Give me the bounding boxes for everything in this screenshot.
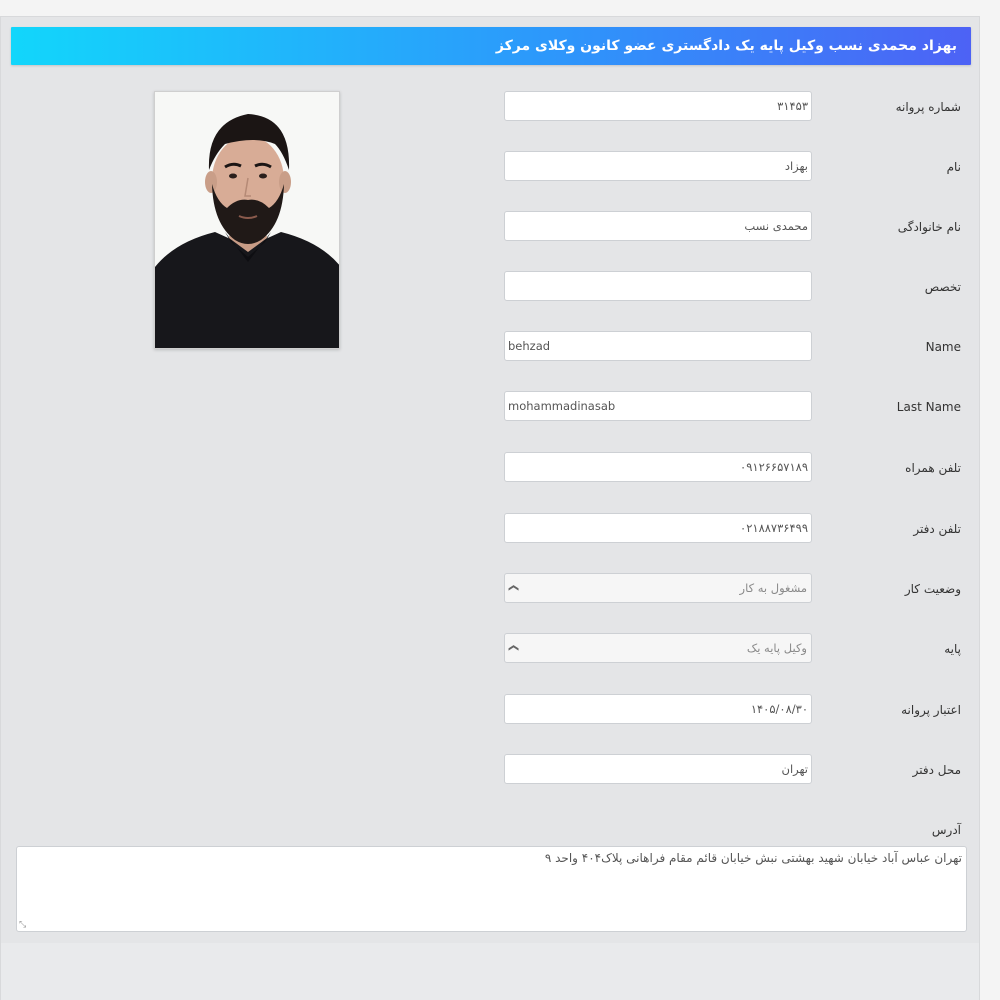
- name-en-label: Name: [925, 340, 961, 354]
- page-title: بهزاد محمدی نسب وکیل پایه یک دادگستری عضو کانون وکلای مرکز: [11, 27, 971, 65]
- office-location-label: محل دفتر: [912, 763, 961, 777]
- license-validity-label: اعتبار پروانه: [901, 703, 961, 717]
- address-value: تهران عباس آباد خیابان شهید بهشتی نبش خیابان قائم مقام فراهانی پلاک۴۰۴ واحد ۹: [544, 851, 962, 865]
- mobile-label: تلفن همراه: [905, 461, 961, 475]
- grade-select[interactable]: [504, 633, 812, 663]
- address-textarea[interactable]: [16, 846, 967, 932]
- specialty-label: تخصص: [924, 280, 961, 294]
- last-name-label: نام خانوادگی: [897, 220, 961, 234]
- resize-grip-icon[interactable]: ⤡: [19, 920, 27, 930]
- work-status-select[interactable]: [504, 573, 812, 603]
- first-name-label: نام: [946, 160, 961, 174]
- license-number-label: شماره پروانه: [895, 100, 961, 114]
- profile-panel: [0, 16, 980, 1000]
- license-number-field[interactable]: ۳۱۴۵۳: [504, 91, 812, 121]
- office-location-field[interactable]: تهران: [504, 754, 812, 784]
- work-status-value: مشغول به کار: [739, 581, 807, 595]
- grade-label: پایه: [944, 642, 961, 656]
- name-en-field[interactable]: behzad: [504, 331, 812, 361]
- grade-value: وکیل پایه یک: [746, 641, 807, 655]
- mobile-field[interactable]: ۰۹۱۲۶۶۵۷۱۸۹: [504, 452, 812, 482]
- chevron-down-icon: ❯: [508, 583, 520, 593]
- office-phone-field[interactable]: ۰۲۱۸۸۷۳۶۴۹۹: [504, 513, 812, 543]
- lawyer-photo: [154, 91, 340, 349]
- license-validity-field[interactable]: ۱۴۰۵/۰۸/۳۰: [504, 694, 812, 724]
- last-name-en-label: Last Name: [896, 400, 961, 414]
- address-label: آدرس: [931, 823, 961, 837]
- work-status-label: وضعیت کار: [904, 582, 961, 596]
- specialty-field[interactable]: [504, 271, 812, 301]
- last-name-field[interactable]: محمدی نسب: [504, 211, 812, 241]
- footer-band: [1, 943, 979, 1000]
- last-name-en-field[interactable]: mohammadinasab: [504, 391, 812, 421]
- lawyer-portrait-icon: [155, 92, 340, 349]
- first-name-field[interactable]: بهزاد: [504, 151, 812, 181]
- office-phone-label: تلفن دفتر: [913, 522, 961, 536]
- chevron-down-icon: ❯: [508, 643, 520, 653]
